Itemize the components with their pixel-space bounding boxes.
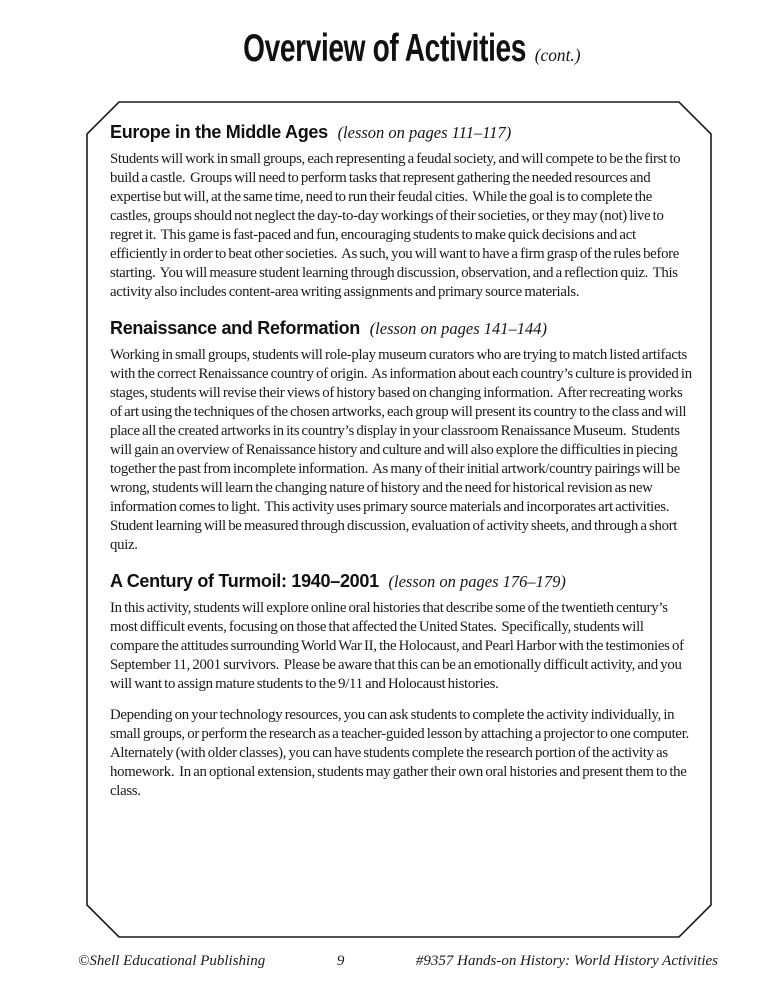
section-lesson-ref: (lesson on pages 111–117) xyxy=(337,123,512,142)
section-renaissance-and-reformation xyxy=(110,318,695,555)
content-box xyxy=(86,101,712,938)
section-heading-text: A Century of Turmoil: 1940–2001 xyxy=(110,571,379,591)
section-heading xyxy=(110,571,692,592)
section-lesson-ref: (lesson on pages 141–144) xyxy=(369,319,548,338)
section-lesson-ref: (lesson on pages 176–179) xyxy=(388,572,566,591)
section-a-century-of-turmoil xyxy=(110,571,692,801)
page-title xyxy=(243,27,581,71)
section-heading-text: Renaissance and Reformation xyxy=(110,318,360,338)
section-paragraph: In this activity, students will explore online oral histories that describe some of the twentieth century’s most difficult events, focusing on those that affected the United States. Specifically, students will compare the attitudes surrounding World War II, the Holocaust, and Pearl Harbor with the testimonies of September 11, 2001 survivors. Please be aware that this can be an emotionally difficult activity, and you will want to assign mature students to the 9/11 and Holocaust histories. xyxy=(110,600,687,692)
footer-page-number: 9 xyxy=(336,953,345,969)
section-heading xyxy=(110,122,692,143)
page-title-text: Overview of Activities xyxy=(243,27,527,70)
section-paragraph: Working in small groups, students will role-play museum curators who are trying to match listed artifacts with the correct Renaissance country of origin. As information about each country’s culture is provided in stages, students will revise their views of history based on changing information. After recreating works of art using the techniques of the chosen artworks, each group will present its country to the class and will place all the created artworks in its country’s display in your classroom Renaissance Museum. Students will gain an overview of Renaissance history and culture and will also explore the difficulties in piecing together the past from incomplete information. As many of their initial artwork/country pairings will be wrong, students will learn the changing nature of history and the need for historical revision as new information comes to light. This activity uses primary source materials and incorporates art activities. Student learning will be measured through discussion, evaluation of activity sheets, and through a short quiz. xyxy=(110,347,695,553)
section-europe-in-the-middle-ages xyxy=(110,122,692,302)
page-footer xyxy=(78,953,718,970)
section-heading xyxy=(110,318,692,339)
footer-book-title: #9357 Hands-on History: World History Activities xyxy=(415,953,718,969)
section-paragraph: Students will work in small groups, each representing a feudal society, and will compete to be the first to build a castle. Groups will need to perform tasks that represent gathering the needed resources and expertise but will, at the same time, need to run their feudal cities. While the goal is to complete the castles, groups should not neglect the day-to-day workings of their societies, or they may (not) live to regret it. This game is fast-paced and fun, encouraging students to make quick decisions and act efficiently in order to beat other societies. As such, you will want to have a firm grasp of the rules before starting. You will measure student learning through discussion, observation, and a reflection quiz. This activity also includes content-area writing assignments and primary source materials. xyxy=(110,151,683,300)
footer-publisher: ©Shell Educational Publishing xyxy=(78,953,266,969)
section-paragraph: Depending on your technology resources, you can ask students to complete the activity individually, in small groups, or perform the research as a teacher-guided lesson by attaching a projector to one computer. Alternately (with older classes), you can have students complete the research portion of the activity as homework. In an optional extension, students may gather their own oral histories and present them to the class. xyxy=(110,707,693,799)
page-title-cont-label: (cont.) xyxy=(534,45,581,65)
section-heading-text: Europe in the Middle Ages xyxy=(110,122,328,142)
